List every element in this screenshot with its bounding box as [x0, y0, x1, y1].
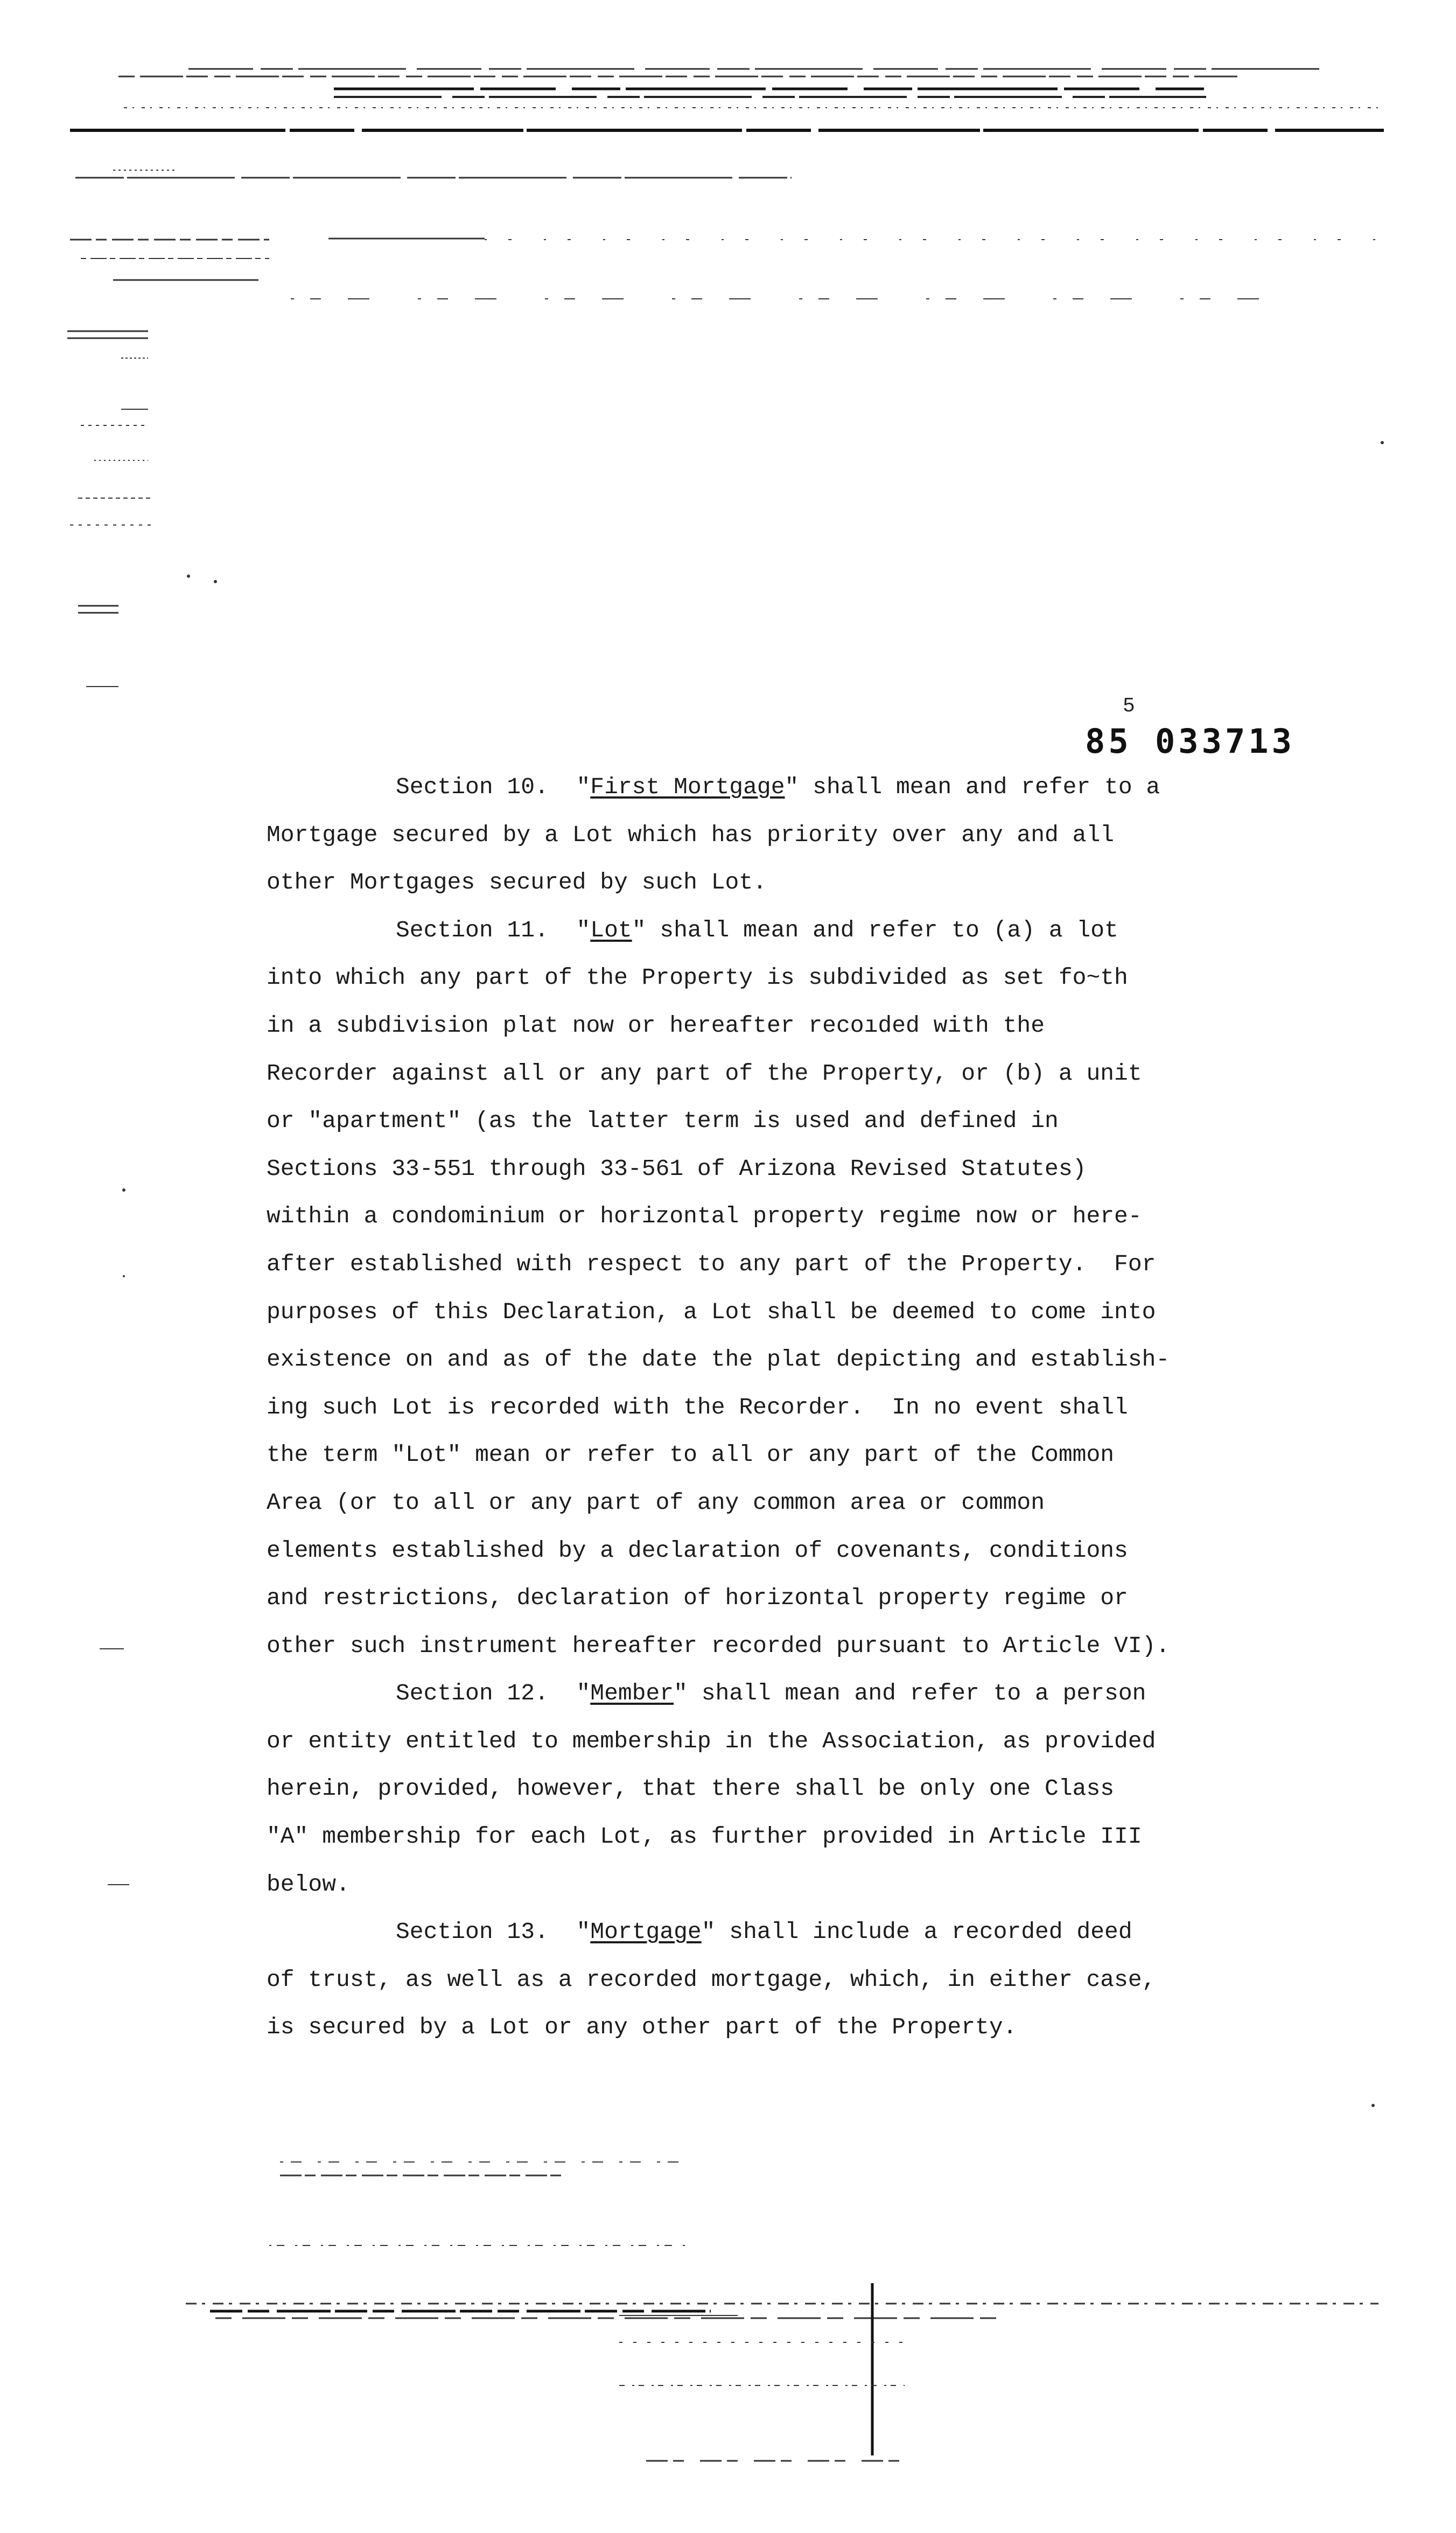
text-line	[267, 1908, 1290, 1956]
text-line: or entity entitled to membership in the Association, as provided	[267, 1727, 1156, 1754]
text-line: Mortgage secured by a Lot which has priority over any and all	[267, 821, 1115, 848]
text-line: Area (or to all or any part of any common area or common	[267, 1489, 1045, 1516]
section-heading: Section 11. "	[396, 916, 591, 943]
text-line	[267, 764, 1290, 811]
text-line: Sections 33-551 through 33-561 of Arizona Revised Statutes)	[267, 1155, 1087, 1182]
text-line: is secured by a Lot or any other part of the Property.	[267, 2014, 1017, 2041]
text-line: below.	[267, 1871, 350, 1898]
text-line: herein, provided, however, that there shall be only one Class	[267, 1775, 1115, 1802]
text-line: or "apartment" (as the latter term is used and defined in	[267, 1108, 1059, 1135]
text-line	[267, 1670, 1290, 1718]
text-line: "A" membership for each Lot, as further provided in Article III	[267, 1823, 1142, 1850]
definition-text: " shall mean and refer to a	[785, 774, 1160, 800]
text-line: elements established by a declaration of covenants, conditions	[267, 1537, 1128, 1564]
defined-term: First Mortgage	[590, 774, 785, 800]
section-heading: Section 13. "	[396, 1919, 591, 1946]
text-line: in a subdivision plat now or hereafter recoıded with the	[267, 1012, 1045, 1039]
text-line: into which any part of the Property is subdivided as set fo~th	[267, 964, 1128, 991]
text-line: of trust, as well as a recorded mortgage, which, in either case,	[267, 1966, 1156, 1993]
text-line	[267, 907, 1290, 955]
text-line: after established with respect to any part of the Property. For	[267, 1250, 1156, 1277]
text-line: existence on and as of the date the plat depicting and establish-	[267, 1346, 1170, 1373]
definition-text: " shall mean and refer to a person	[674, 1680, 1146, 1707]
definition-text: " shall mean and refer to (a) a lot	[632, 916, 1118, 943]
text-line: Recorder against all or any part of the Property, or (b) a unit	[267, 1060, 1142, 1087]
text-line: and restrictions, declaration of horizontal property regime or	[267, 1585, 1128, 1612]
text-line: ing such Lot is recorded with the Recorder. In no event shall	[267, 1394, 1128, 1421]
section-heading: Section 12. "	[396, 1680, 591, 1707]
text-line: purposes of this Declaration, a Lot shall be deemed to come into	[267, 1298, 1156, 1325]
text-line: other Mortgages secured by such Lot.	[267, 869, 767, 896]
declaration-text	[267, 764, 1290, 2052]
section-heading: Section 10. "	[396, 774, 591, 800]
definition-text: " shall include a recorded deed	[701, 1919, 1132, 1946]
recording-number: 85 033713	[1085, 722, 1295, 761]
text-line: the term "Lot" mean or refer to all or any part of the Common	[267, 1442, 1115, 1468]
defined-term: Mortgage	[590, 1919, 702, 1946]
defined-term: Lot	[590, 916, 632, 943]
text-line: within a condominium or horizontal property regime now or here-	[267, 1203, 1142, 1230]
text-line: other such instrument hereafter recorded pursuant to Article VI).	[267, 1632, 1170, 1659]
page-number: 5	[1123, 695, 1135, 718]
defined-term: Member	[590, 1680, 674, 1707]
